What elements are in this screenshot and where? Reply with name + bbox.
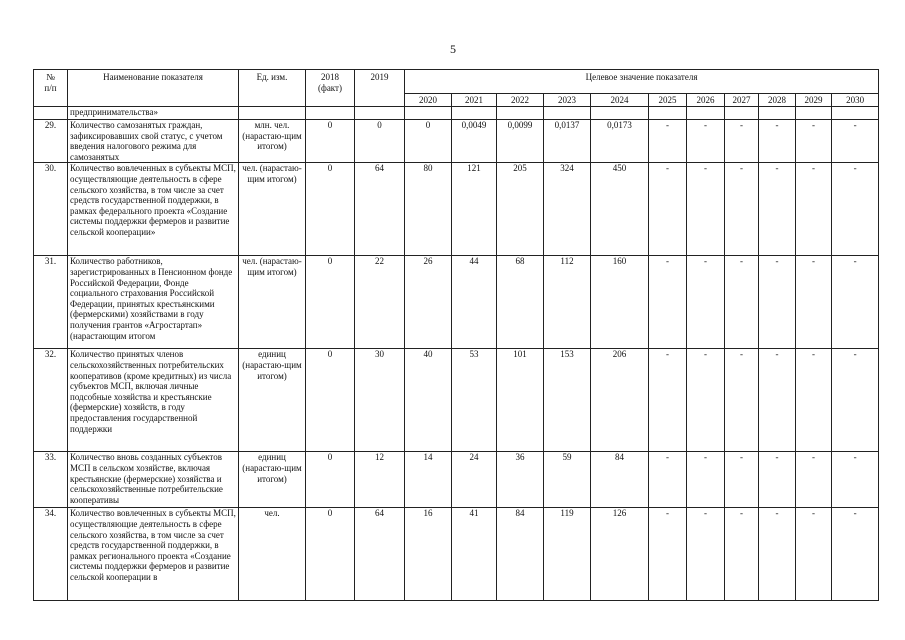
target-value-cell: - bbox=[649, 163, 687, 256]
header-year: 2020 bbox=[405, 94, 452, 107]
target-value-cell: - bbox=[796, 349, 832, 452]
target-value-cell: 26 bbox=[405, 256, 452, 349]
target-value-cell: - bbox=[832, 452, 879, 508]
target-value-cell: - bbox=[687, 120, 725, 163]
target-value-cell: - bbox=[759, 120, 796, 163]
indicator-name: Количество вовлеченных в субъекты МСП, осуществляющие деятельность в сфере сельского хозяйства, в том числе за счет средств государственной поддержки, в рамках федерального проекта «Создание системы поддержки фермеров и развитие сельской кооперации» bbox=[68, 163, 239, 256]
value-2019: 0 bbox=[355, 120, 405, 163]
unit-cell: млн. чел. (нарастаю-щим итогом) bbox=[239, 120, 306, 163]
target-value-cell: 80 bbox=[405, 163, 452, 256]
header-year: 2026 bbox=[687, 94, 725, 107]
target-value-cell: 44 bbox=[452, 256, 497, 349]
unit-cell: единиц (нарастаю-щим итогом) bbox=[239, 349, 306, 452]
target-value-cell: 119 bbox=[544, 508, 591, 601]
target-value-cell: 0,0137 bbox=[544, 120, 591, 163]
target-value-cell: - bbox=[687, 163, 725, 256]
target-value-cell: - bbox=[725, 452, 759, 508]
header-2019: 2019 bbox=[355, 70, 405, 107]
row-number: 33. bbox=[34, 452, 68, 508]
value-2018: 0 bbox=[306, 120, 355, 163]
target-value-cell: 24 bbox=[452, 452, 497, 508]
target-value-cell: - bbox=[759, 256, 796, 349]
target-value-cell: - bbox=[725, 256, 759, 349]
target-value-cell: - bbox=[796, 120, 832, 163]
value-2018: 0 bbox=[306, 163, 355, 256]
table-row bbox=[34, 349, 879, 452]
unit-cell: единиц (нарастаю-щим итогом) bbox=[239, 452, 306, 508]
header-year: 2030 bbox=[832, 94, 879, 107]
target-value-cell: 121 bbox=[452, 163, 497, 256]
header-name: Наименование показателя bbox=[68, 70, 239, 107]
value-2018: 0 bbox=[306, 256, 355, 349]
row-number: 34. bbox=[34, 508, 68, 601]
header-target-value: Целевое значение показателя bbox=[405, 70, 879, 94]
target-value-cell: 84 bbox=[591, 452, 649, 508]
header-year: 2029 bbox=[796, 94, 832, 107]
indicator-name: Количество работников, зарегистрированных в Пенсионном фонде Российской Федерации, Фонде социального страхования Российской Федерации, принятых крестьянскими (фермерскими) хозяйствами в году получения грантов «Агростартап» (нарастающим итогом bbox=[68, 256, 239, 349]
target-value-cell: 68 bbox=[497, 256, 544, 349]
indicators-table bbox=[33, 69, 879, 601]
target-value-cell: - bbox=[687, 452, 725, 508]
target-value-cell: 450 bbox=[591, 163, 649, 256]
target-value-cell: - bbox=[759, 163, 796, 256]
table-row bbox=[34, 452, 879, 508]
target-value-cell: 160 bbox=[591, 256, 649, 349]
table-row bbox=[34, 256, 879, 349]
target-value-cell: 126 bbox=[591, 508, 649, 601]
unit-cell: чел. (нарастаю-щим итогом) bbox=[239, 256, 306, 349]
table-row bbox=[34, 508, 879, 601]
value-2018: 0 bbox=[306, 508, 355, 601]
header-year: 2021 bbox=[452, 94, 497, 107]
target-value-cell: - bbox=[832, 120, 879, 163]
header-year: 2027 bbox=[725, 94, 759, 107]
target-value-cell: 205 bbox=[497, 163, 544, 256]
header-2018: 2018 (факт) bbox=[306, 70, 355, 107]
unit-cell: чел. bbox=[239, 508, 306, 601]
continuation-text: предпринимательства» bbox=[68, 107, 239, 120]
header-unit: Ед. изм. bbox=[239, 70, 306, 107]
header-year: 2022 bbox=[497, 94, 544, 107]
header-year: 2025 bbox=[649, 94, 687, 107]
target-value-cell: - bbox=[832, 163, 879, 256]
indicator-name: Количество самозанятых граждан, зафиксировавших свой статус, с учетом введения налогового режима для самозанятых bbox=[68, 120, 239, 163]
value-2018: 0 bbox=[306, 452, 355, 508]
target-value-cell: 0 bbox=[405, 120, 452, 163]
table-row bbox=[34, 120, 879, 163]
target-value-cell: - bbox=[725, 120, 759, 163]
target-value-cell: 324 bbox=[544, 163, 591, 256]
target-value-cell: 0,0099 bbox=[497, 120, 544, 163]
indicator-name: Количество вовлеченных в субъекты МСП, осуществляющие деятельность в сфере сельского хозяйства, в том числе за счет средств государственной поддержки, в рамках регионального проекта «Создание системы поддержки фермеров и развитие сельской кооперации в bbox=[68, 508, 239, 601]
target-value-cell: 53 bbox=[452, 349, 497, 452]
target-value-cell: - bbox=[796, 256, 832, 349]
target-value-cell: - bbox=[687, 349, 725, 452]
header-year: 2028 bbox=[759, 94, 796, 107]
value-2019: 12 bbox=[355, 452, 405, 508]
header-year: 2024 bbox=[591, 94, 649, 107]
target-value-cell: 206 bbox=[591, 349, 649, 452]
row-number: 31. bbox=[34, 256, 68, 349]
unit-cell: чел. (нарастаю-щим итогом) bbox=[239, 163, 306, 256]
target-value-cell: - bbox=[832, 349, 879, 452]
target-value-cell: - bbox=[796, 452, 832, 508]
target-value-cell: - bbox=[687, 508, 725, 601]
target-value-cell: 41 bbox=[452, 508, 497, 601]
target-value-cell: 0,0049 bbox=[452, 120, 497, 163]
continuation-row bbox=[34, 107, 879, 120]
indicator-name: Количество вновь созданных субъектов МСП в сельском хозяйстве, включая крестьянские (фермерские) хозяйства и сельскохозяйственные потребительские кооперативы bbox=[68, 452, 239, 508]
target-value-cell: 14 bbox=[405, 452, 452, 508]
target-value-cell: - bbox=[725, 508, 759, 601]
target-value-cell: - bbox=[649, 349, 687, 452]
target-value-cell: 36 bbox=[497, 452, 544, 508]
target-value-cell: 84 bbox=[497, 508, 544, 601]
target-value-cell: 59 bbox=[544, 452, 591, 508]
target-value-cell: - bbox=[832, 256, 879, 349]
value-2019: 30 bbox=[355, 349, 405, 452]
value-2019: 64 bbox=[355, 163, 405, 256]
row-number: 29. bbox=[34, 120, 68, 163]
row-number: 32. bbox=[34, 349, 68, 452]
target-value-cell: 16 bbox=[405, 508, 452, 601]
target-value-cell: - bbox=[796, 508, 832, 601]
target-value-cell: - bbox=[649, 508, 687, 601]
indicator-name: Количество принятых членов сельскохозяйственных потребительских кооперативов (кроме кредитных) из числа субъектов МСП, включая личные подсобные хозяйства и крестьянские (фермерские) хозяйств, в году предоставления государственной поддержки bbox=[68, 349, 239, 452]
target-value-cell: - bbox=[725, 349, 759, 452]
target-value-cell: 40 bbox=[405, 349, 452, 452]
target-value-cell: - bbox=[759, 508, 796, 601]
target-value-cell: - bbox=[725, 163, 759, 256]
header-number: № п/п bbox=[34, 70, 68, 107]
target-value-cell: - bbox=[649, 256, 687, 349]
target-value-cell: - bbox=[687, 256, 725, 349]
target-value-cell: - bbox=[649, 452, 687, 508]
table-row bbox=[34, 163, 879, 256]
target-value-cell: 112 bbox=[544, 256, 591, 349]
target-value-cell: - bbox=[649, 120, 687, 163]
row-number: 30. bbox=[34, 163, 68, 256]
target-value-cell: - bbox=[796, 163, 832, 256]
target-value-cell: 153 bbox=[544, 349, 591, 452]
target-value-cell: - bbox=[759, 452, 796, 508]
value-2019: 22 bbox=[355, 256, 405, 349]
header-year: 2023 bbox=[544, 94, 591, 107]
target-value-cell: - bbox=[832, 508, 879, 601]
page-number: 5 bbox=[450, 42, 456, 56]
value-2019: 64 bbox=[355, 508, 405, 601]
target-value-cell: - bbox=[759, 349, 796, 452]
value-2018: 0 bbox=[306, 349, 355, 452]
target-value-cell: 101 bbox=[497, 349, 544, 452]
target-value-cell: 0,0173 bbox=[591, 120, 649, 163]
